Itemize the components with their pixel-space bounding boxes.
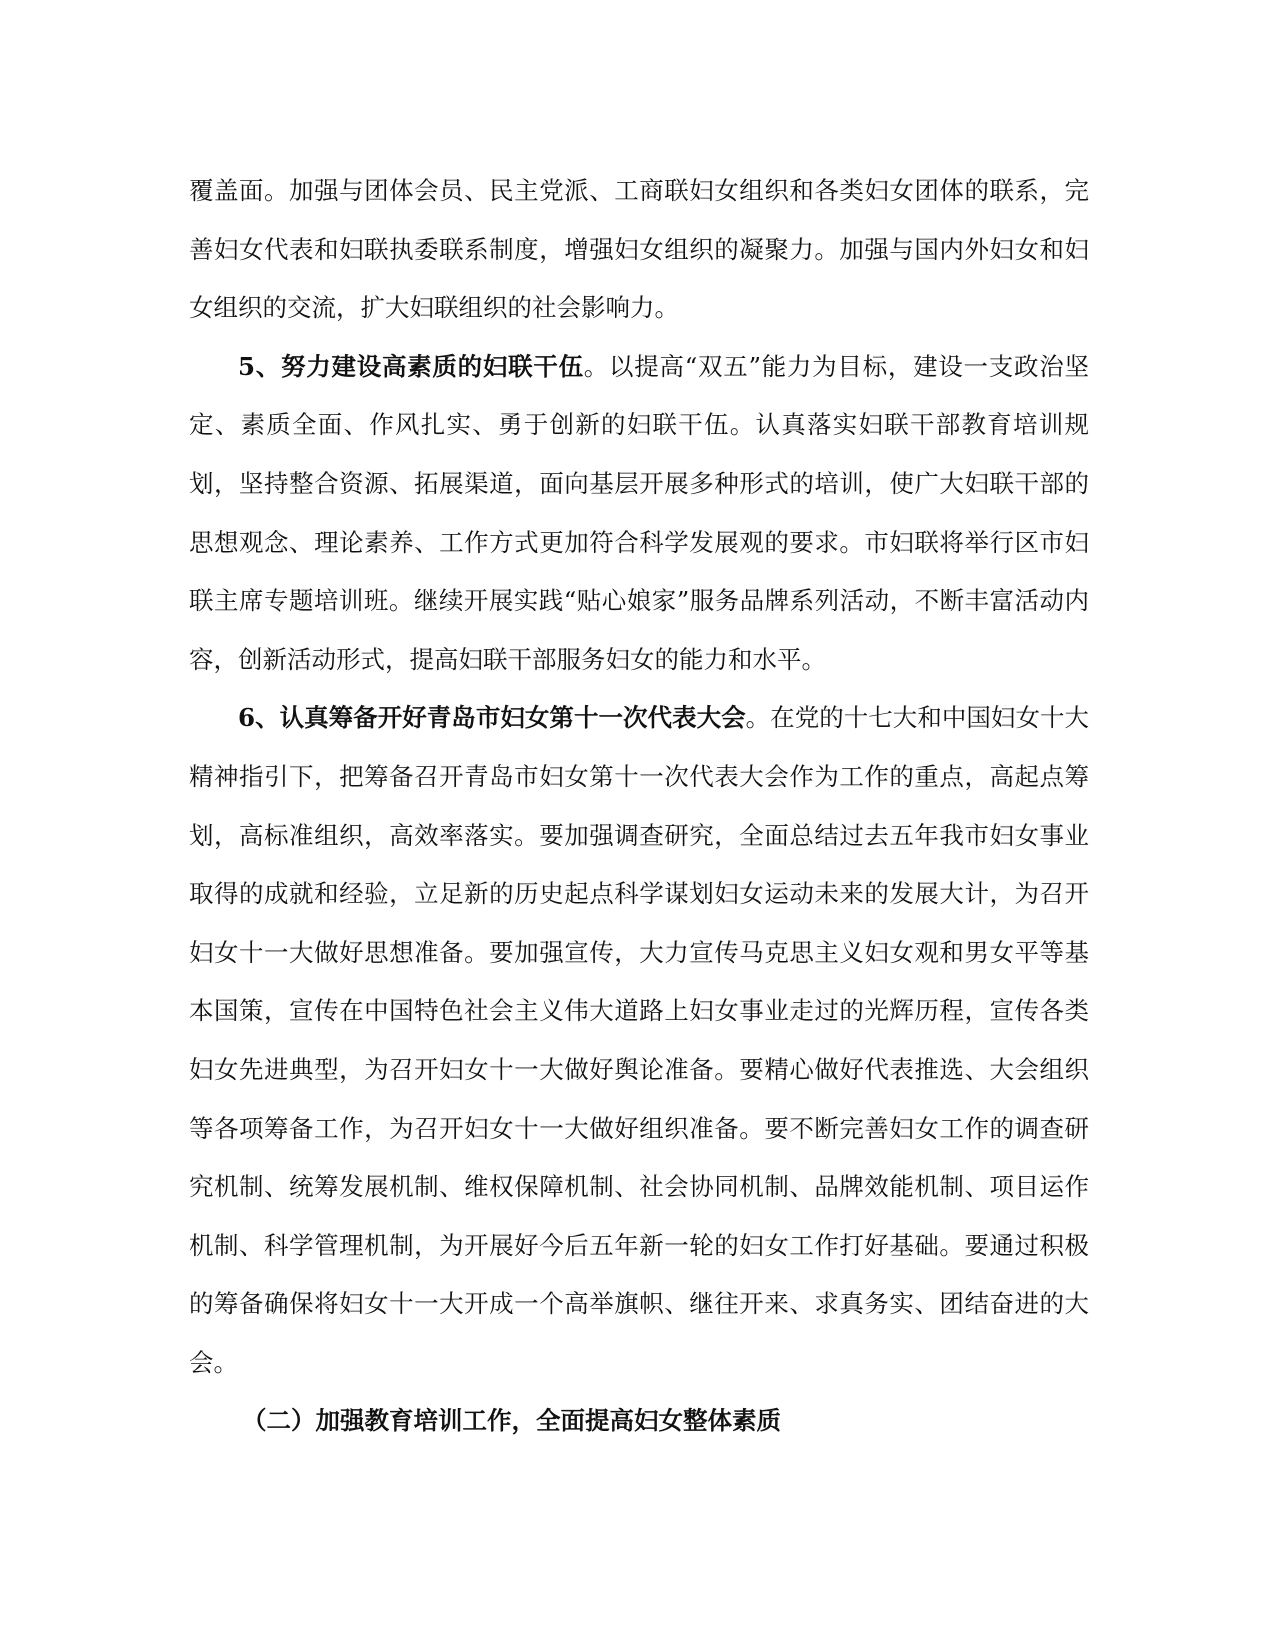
item-6-title: 6、认真筹备开好青岛市妇女第十一次代表大会 [238, 703, 746, 733]
paragraph-item-6 [189, 689, 1089, 1392]
document-body [189, 162, 1089, 1451]
item-5-body: 。以提高“双五”能力为目标，建设一支政治坚定、素质全面、作风扎实、勇于创新的妇联干伍。认真落实妇联干部教育培训规划，坚持整合资源、拓展渠道，面向基层开展多种形式的培训，使广大妇联干部的思想观念、理论素养、工作方式更加符合科学发展观的要求。市妇联将举行区市妇联主席专题培训班。继续开展实践“贴心娘家”服务品牌系列活动，不断丰富活动内容，创新活动形式，提高妇联干部服务妇女的能力和水平。 [189, 351, 1089, 674]
paragraph-item-5 [189, 338, 1089, 690]
paragraph-coverage: 覆盖面。加强与团体会员、民主党派、工商联妇女组织和各类妇女团体的联系，完善妇女代表和妇联执委联系制度，增强妇女组织的凝聚力。加强与国内外妇女和妇女组织的交流，扩大妇联组织的社会影响力。 [189, 176, 1089, 323]
item-6-body: 。在党的十七大和中国妇女十大精神指引下，把筹备召开青岛市妇女第十一次代表大会作为工作的重点，高起点筹划，高标准组织，高效率落实。要加强调查研究，全面总结过去五年我市妇女事业取得的成就和经验，立足新的历史起点科学谋划妇女运动未来的发展大计，为召开妇女十一大做好思想准备。要加强宣传，大力宣传马克思主义妇女观和男女平等基本国策，宣传在中国特色社会主义伟大道路上妇女事业走过的光辉历程，宣传各类妇女先进典型，为召开妇女十一大做好舆论准备。要精心做好代表推选、大会组织等各项筹备工作，为召开妇女十一大做好组织准备。要不断完善妇女工作的调查研究机制、统筹发展机制、维权保障机制、社会协同机制、品牌效能机制、项目运作机制、科学管理机制，为开展好今后五年新一轮的妇女工作打好基础。要通过积极的筹备确保将妇女十一大开成一个高举旗帜、继往开来、求真务实、团结奋进的大会。 [189, 703, 1090, 1377]
section-2-heading: （二）加强教育培训工作，全面提高妇女整体素质 [242, 1406, 781, 1436]
item-5-title: 5、努力建设高素质的妇联干伍 [238, 351, 584, 381]
